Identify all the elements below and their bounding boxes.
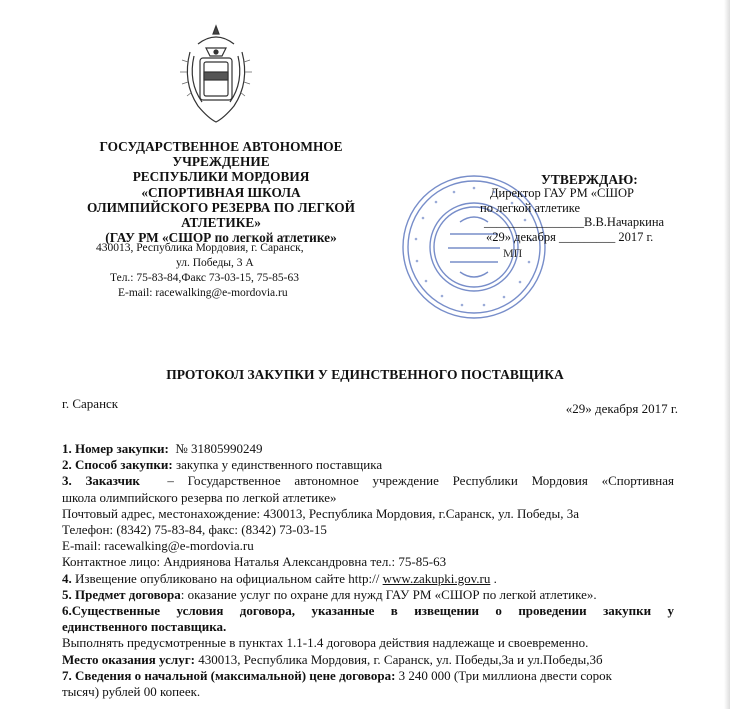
item-7 — [62, 668, 674, 684]
item-value: закупка у единственного поставщика — [175, 457, 383, 473]
document-date: «29» декабря 2017 г. — [565, 401, 678, 416]
address-line: 430013, Республика Мордовия, г. Саранск, — [96, 242, 304, 254]
seal-place-mark: МП — [503, 246, 523, 260]
page-edge-shadow — [724, 0, 730, 709]
phone: Телефон: (8342) 75-83-84, факс: (8342) 73-03-15 — [62, 522, 327, 538]
item-label: 1. Номер закупки: — [62, 441, 169, 456]
organization-address — [96, 241, 346, 301]
coat-of-arms-emblem — [176, 22, 256, 126]
item-value: 3 240 000 (Три миллиона двести сорок — [395, 667, 612, 683]
item-5 — [62, 587, 674, 603]
org-line: ГОСУДАРСТВЕННОЕ АВТОНОМНОЕ — [99, 139, 343, 154]
org-line: УЧРЕЖДЕНИЕ — [172, 154, 270, 170]
approval-signature: ________________В.В.Начаркина — [484, 215, 665, 229]
item-4 — [62, 571, 674, 587]
approval-position: Директор ГАУ РМ «СШОР — [490, 186, 634, 200]
item-3-cont: школа олимпийского резерва по легкой атлетике» — [62, 489, 337, 505]
email: E-mail: racewalking@e-mordovia.ru — [62, 538, 254, 554]
item-label: 5. Предмет договора — [62, 586, 181, 602]
document-body — [62, 441, 674, 700]
approval-position-cont: по легкой атлетике — [480, 200, 581, 215]
document-city: г. Саранск — [62, 396, 119, 411]
org-line: РЕСПУБЛИКИ МОРДОВИЯ — [132, 169, 310, 185]
item-value: № 31805990249 — [175, 441, 263, 456]
item-label: 6.Существенные условия договора, указанные в извещении о проведении закупки у — [62, 603, 674, 619]
address-line: Тел.: 75-83-84,Факс 73-03-15, 75-85-63 — [110, 272, 299, 284]
item-7-cont: тысяч) рублей 00 копеек. — [62, 684, 201, 700]
item-label: единственного поставщика. — [62, 619, 227, 635]
item-1 — [62, 441, 674, 457]
item-value: – Государственное автономное учреждение Республики Мордовия «Спортивная — [167, 473, 675, 489]
item-value: : оказание услуг по охране для нужд ГАУ РМ «СШОР по легкой атлетике». — [180, 586, 597, 602]
org-line: (ГАУ РМ «СШОР по легкой атлетике» — [105, 230, 337, 246]
item-label: 7. Сведения о начальной (максимальной) цене договора: — [62, 667, 396, 683]
item-tail: . — [490, 570, 497, 586]
address-line: ул. Победы, 3 А — [176, 257, 254, 269]
item-label: 2. Способ закупки: — [62, 457, 173, 473]
item-label: 4. — [62, 570, 72, 586]
document-title: ПРОТОКОЛ ЗАКУПКИ У ЕДИНСТВЕННОГО ПОСТАВЩИКА — [166, 367, 564, 382]
item-value: 430013, Республика Мордовия, г. Саранск, ул. Победы,3а и ул.Победы,3б — [194, 651, 603, 667]
zakupki-link[interactable]: www.zakupki.gov.ru — [382, 570, 491, 586]
item-2 — [62, 457, 674, 473]
postal-address: Почтовый адрес, местонахождение: 430013, Республика Мордовия, г.Саранск, ул. Победы, 3а — [62, 505, 580, 521]
organization-name — [66, 139, 376, 245]
contact-person: Контактное лицо: Андриянова Наталья Александровна тел.: 75-85-63 — [62, 554, 447, 570]
org-line: «СПОРТИВНАЯ ШКОЛА — [141, 184, 301, 200]
item-6 — [62, 603, 674, 619]
item-label: Место оказания услуг: — [62, 651, 195, 667]
service-place — [62, 652, 674, 668]
item-3 — [62, 473, 674, 489]
org-line: АТЛЕТИКЕ» — [181, 215, 261, 231]
address-line: E-mail: racewalking@e-mordovia.ru — [118, 287, 288, 299]
item-value: Извещение опубликовано на официальном сайте http:// — [75, 570, 380, 586]
approval-title: УТВЕРЖДАЮ: — [541, 172, 638, 187]
item-6-text: Выполнять предусмотренные в пунктах 1.1-1.4 договора действия надлежаще и своевременно. — [62, 635, 589, 651]
approval-block — [480, 186, 720, 244]
item-6-cont — [62, 619, 674, 635]
item-label: 3. Заказчик — [62, 473, 140, 489]
org-line: ОЛИМПИЙСКОГО РЕЗЕРВА ПО ЛЕГКОЙ — [87, 199, 355, 215]
approval-date: «29» декабря _________ 2017 г. — [486, 229, 654, 244]
